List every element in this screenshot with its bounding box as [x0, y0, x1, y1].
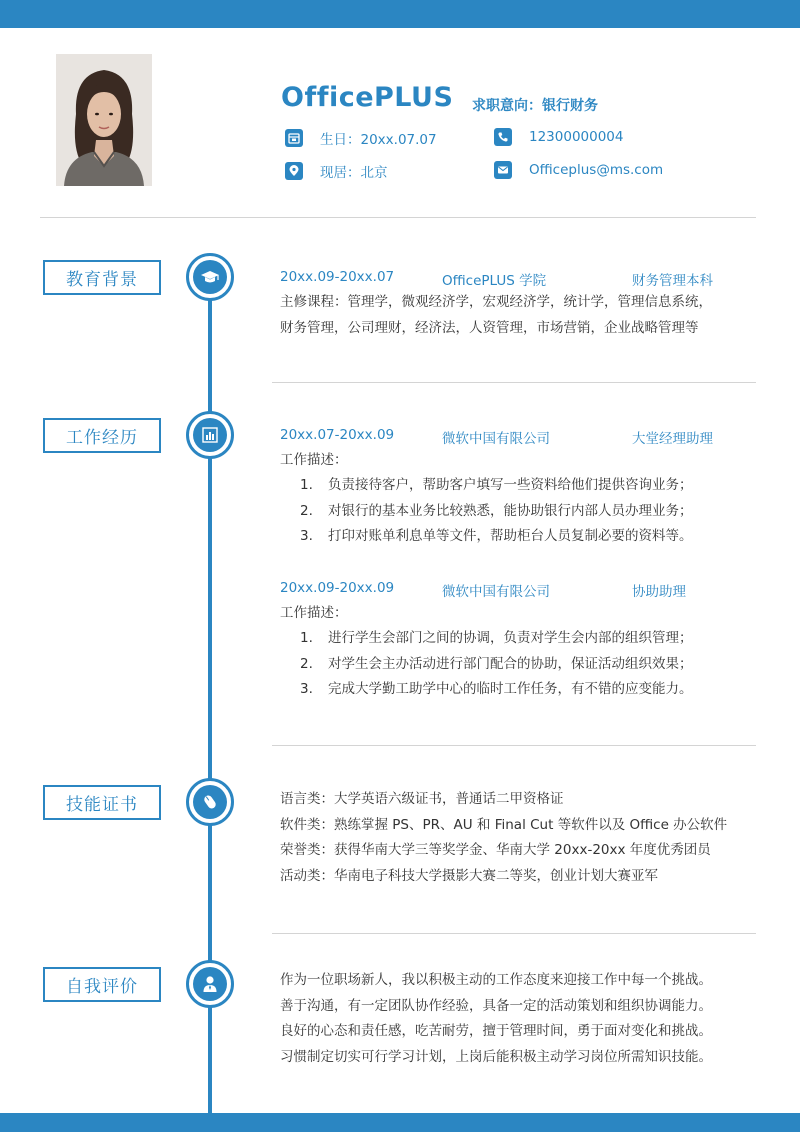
birthday-info — [285, 128, 437, 148]
list-number: 2. — [300, 502, 313, 519]
list-text: 打印对账单利息单等文件，帮助柜台人员复制必要的资料等。 — [328, 528, 693, 544]
list-item — [300, 652, 693, 678]
skills-list — [280, 787, 727, 889]
phone-info — [494, 128, 623, 146]
list-item — [300, 677, 693, 703]
list-number: 3. — [300, 681, 313, 697]
section-divider — [272, 933, 756, 934]
job-period: 20xx.07-20xx.09 — [280, 427, 395, 443]
courses-line: 财务管理，公司理财，经济法，人资管理，市场营销，企业战略管理等 — [280, 319, 699, 336]
skill-line: 荣誉类：获得华南大学三等奖学金、华南大学 20xx-20xx 年度优秀团员 — [280, 842, 711, 858]
calendar-icon — [285, 129, 303, 147]
bottom-accent-bar — [0, 1113, 800, 1132]
phone-icon — [494, 128, 512, 146]
education-node — [186, 253, 234, 301]
profile-photo — [56, 54, 152, 186]
work-node — [186, 411, 234, 459]
mouse-icon — [193, 785, 227, 819]
job-duty-list — [300, 626, 693, 703]
list-text: 进行学生会部门之间的协调，负责对学生会内部的组织管理； — [328, 630, 693, 646]
section-divider — [272, 382, 756, 383]
self-eval-title: 自我评价 — [43, 967, 161, 1002]
bar-chart-icon — [193, 418, 227, 452]
self-eval-line: 良好的心态和责任感，吃苦耐劳，擅于管理时间，勇于面对变化和挑战。 — [280, 1023, 712, 1039]
header-divider — [40, 217, 756, 218]
job-duty-list — [300, 473, 693, 550]
skill-line: 软件类：熟练掌握 PS、PR、AU 和 Final Cut 等软件以及 Office 办公软件 — [280, 816, 728, 833]
education-period: 20xx.09-20xx.07 — [280, 269, 395, 285]
self-eval-line: 习惯制定切实可行学习计划，上岗后能积极主动学习岗位所需知识技能。 — [280, 1048, 712, 1065]
list-item — [300, 524, 693, 550]
graduation-cap-icon — [193, 260, 227, 294]
self-eval-node — [186, 960, 234, 1008]
job-company: 微软中国有限公司 — [442, 431, 550, 447]
education-major: 财务管理本科 — [632, 273, 713, 289]
list-number: 2. — [300, 655, 313, 672]
list-text: 负责接待客户，帮助客户填写一些资料给他们提供咨询业务； — [328, 477, 693, 493]
list-item — [300, 499, 693, 525]
self-eval-line: 善于沟通，有一定团队协作经验，具备一定的活动策划和组织协调能力。 — [280, 997, 712, 1014]
email-info — [494, 161, 663, 179]
location-pin-icon — [285, 162, 303, 180]
candidate-name: OfficePLUS — [281, 82, 454, 113]
section-divider — [272, 745, 756, 746]
list-number: 3. — [300, 528, 313, 544]
job-desc-label: 工作描述： — [280, 605, 348, 621]
list-text: 对学生会主办活动进行部门配合的协助，保证活动组织效果； — [328, 655, 693, 672]
education-title: 教育背景 — [43, 260, 161, 295]
email-text: Officeplus@ms.com — [529, 162, 664, 178]
list-number: 1. — [300, 477, 313, 493]
courses-line: 主修课程：管理学，微观经济学，宏观经济学，统计学，管理信息系统， — [280, 294, 712, 310]
list-text: 对银行的基本业务比较熟悉，能协助银行内部人员办理业务； — [328, 502, 693, 519]
education-courses — [280, 290, 712, 341]
job-company: 微软中国有限公司 — [442, 584, 550, 600]
top-accent-bar — [0, 0, 800, 28]
education-school: OfficePLUS 学院 — [442, 273, 547, 289]
person-icon — [193, 967, 227, 1001]
list-text: 完成大学勤工助学中心的临时工作任务，有不错的应变能力。 — [328, 681, 693, 697]
job-position: 协助助理 — [632, 584, 686, 600]
skill-line: 语言类：大学英语六级证书，普通话二甲资格证 — [280, 791, 564, 807]
skills-title: 技能证书 — [43, 785, 161, 820]
list-item — [300, 626, 693, 652]
job-position: 大堂经理助理 — [632, 431, 713, 447]
location-info — [285, 161, 388, 181]
birthday-text: 生日：20xx.07.07 — [320, 132, 437, 148]
self-eval-line: 作为一位职场新人，我以积极主动的工作态度来迎接工作中每一个挑战。 — [280, 972, 712, 988]
list-item — [300, 473, 693, 499]
skills-node — [186, 778, 234, 826]
skill-line: 活动类：华南电子科技大学摄影大赛二等奖，创业计划大赛亚军 — [280, 867, 658, 884]
job-intention: 求职意向：银行财务 — [472, 98, 598, 114]
work-title: 工作经历 — [43, 418, 161, 453]
list-number: 1. — [300, 630, 313, 646]
job-period: 20xx.09-20xx.09 — [280, 580, 395, 596]
mail-icon — [494, 161, 512, 179]
job-desc-label: 工作描述： — [280, 452, 348, 468]
phone-text: 12300000004 — [529, 129, 624, 145]
self-eval-text — [280, 968, 712, 1070]
location-text: 现居：北京 — [320, 165, 388, 181]
